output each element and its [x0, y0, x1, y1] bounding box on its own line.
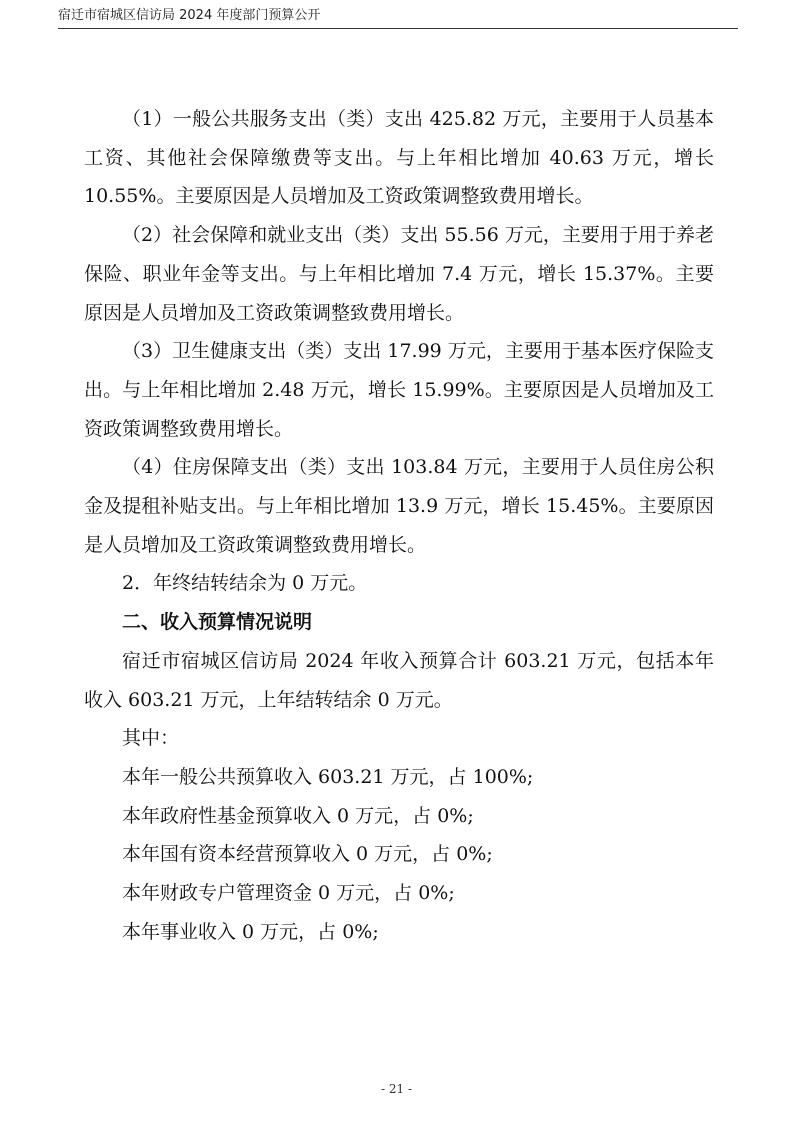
paragraph-year-end-balance: 2．年终结转结余为 0 万元。	[122, 572, 368, 595]
page-footer	[0, 1082, 793, 1096]
paragraph-health: （3）卫生健康支出（类）支出 17.99 万元，主要用于基本医疗保险支出。与上年相比增加 2.48 万元，增长 15.99%。主要原因是人员增加及工资政策调整致费用增长。	[84, 340, 714, 440]
paragraph-general-public-services: （1）一般公共服务支出（类）支出 425.82 万元，主要用于人员基本工资、其他社会保障缴费等支出。与上年相比增加 40.63 万元，增长 10.55%。主要原因是人员增加及工资政策调整致费用增长。	[84, 108, 714, 208]
paragraph-income-fiscal-account: 本年财政专户管理资金 0 万元，占 0%;	[122, 882, 455, 905]
paragraph-income-business: 本年事业收入 0 万元，占 0%;	[122, 920, 379, 943]
section-heading: 二、收入预算情况说明	[122, 611, 313, 634]
paragraph-income-intro: 其中：	[122, 727, 180, 750]
paragraph-income-general-budget: 本年一般公共预算收入 603.21 万元，占 100%;	[122, 765, 534, 788]
paragraph-income-government-fund: 本年政府性基金预算收入 0 万元，占 0%;	[122, 804, 474, 827]
paragraph-social-security: （2）社会保障和就业支出（类）支出 55.56 万元，主要用于用于养老保险、职业年金等支出。与上年相比增加 7.4 万元，增长 15.37%。主要原因是人员增加及工资政策调整致费用增长。	[84, 224, 714, 324]
page-header	[58, 6, 738, 29]
paragraph-income-total: 宿迁市宿城区信访局 2024 年收入预算合计 603.21 万元，包括本年收入 603.21 万元，上年结转结余 0 万元。	[84, 649, 714, 711]
document-body	[84, 100, 714, 951]
page-number: - 21 -	[380, 1082, 412, 1096]
paragraph-income-state-capital: 本年国有资本经营预算收入 0 万元，占 0%;	[122, 843, 493, 866]
paragraph-housing: （4）住房保障支出（类）支出 103.84 万元，主要用于人员住房公积金及提租补贴支出。与上年相比增加 13.9 万元，增长 15.45%。主要原因是人员增加及工资政策调整致费用增长。	[84, 456, 714, 556]
header-title: 宿迁市宿城区信访局 2024 年度部门预算公开	[58, 8, 321, 23]
